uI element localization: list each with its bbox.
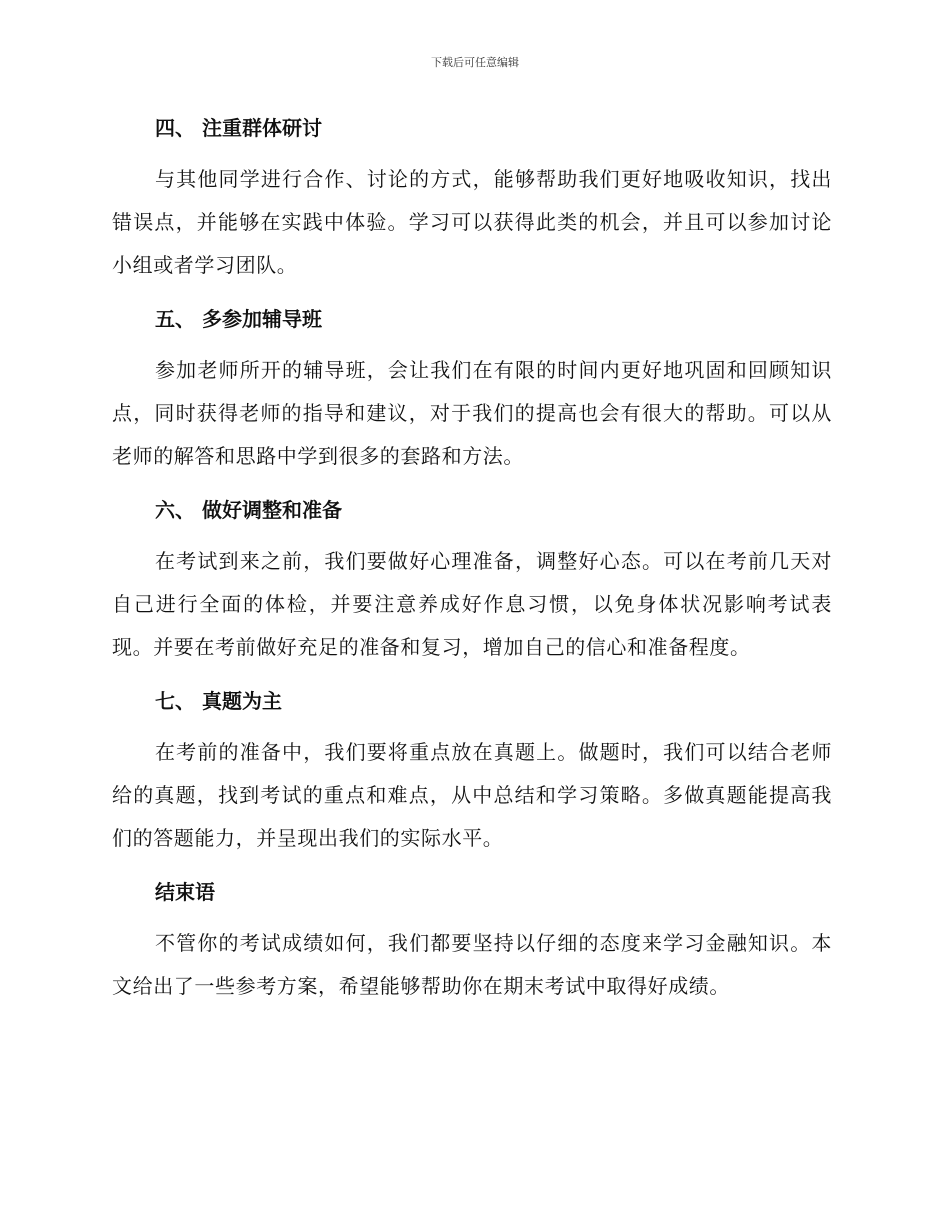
section-heading: 结束语 <box>155 880 215 904</box>
section-6 <box>112 490 832 669</box>
section-4 <box>112 108 832 287</box>
section-5 <box>112 299 832 478</box>
section-heading: 五、 多参加辅导班 <box>155 307 322 331</box>
section-paragraph: 在考前的准备中，我们要将重点放在真题上。做题时，我们可以结合老师给的真题，找到考试的重点和难点，从中总结和学习策略。多做真题能提高我们的答题能力，并呈现出我们的实际水平。 <box>112 740 832 850</box>
page-header: 下载后可任意编辑 <box>431 56 519 69</box>
section-heading: 四、 注重群体研讨 <box>155 116 322 140</box>
section-paragraph: 不管你的考试成绩如何，我们都要坚持以仔细的态度来学习金融知识。本文给出了一些参考方案，希望能够帮助你在期末考试中取得好成绩。 <box>112 931 832 998</box>
section-paragraph: 与其他同学进行合作、讨论的方式，能够帮助我们更好地吸收知识，找出错误点，并能够在实践中体验。学习可以获得此类的机会，并且可以参加讨论小组或者学习团队。 <box>112 167 832 277</box>
section-conclusion <box>112 872 832 1008</box>
section-paragraph: 在考试到来之前，我们要做好心理准备，调整好心态。可以在考前几天对自己进行全面的体检，并要注意养成好作息习惯，以免身体状况影响考试表现。并要在考前做好充足的准备和复习，增加自己的信心和准备程度。 <box>112 549 832 659</box>
section-heading: 七、 真题为主 <box>155 689 282 713</box>
section-paragraph: 参加老师所开的辅导班，会让我们在有限的时间内更好地巩固和回顾知识点，同时获得老师的指导和建议，对于我们的提高也会有很大的帮助。可以从老师的解答和思路中学到很多的套路和方法。 <box>112 358 832 468</box>
section-7 <box>112 681 832 860</box>
document-body <box>112 108 832 1020</box>
section-heading: 六、 做好调整和准备 <box>155 498 342 522</box>
